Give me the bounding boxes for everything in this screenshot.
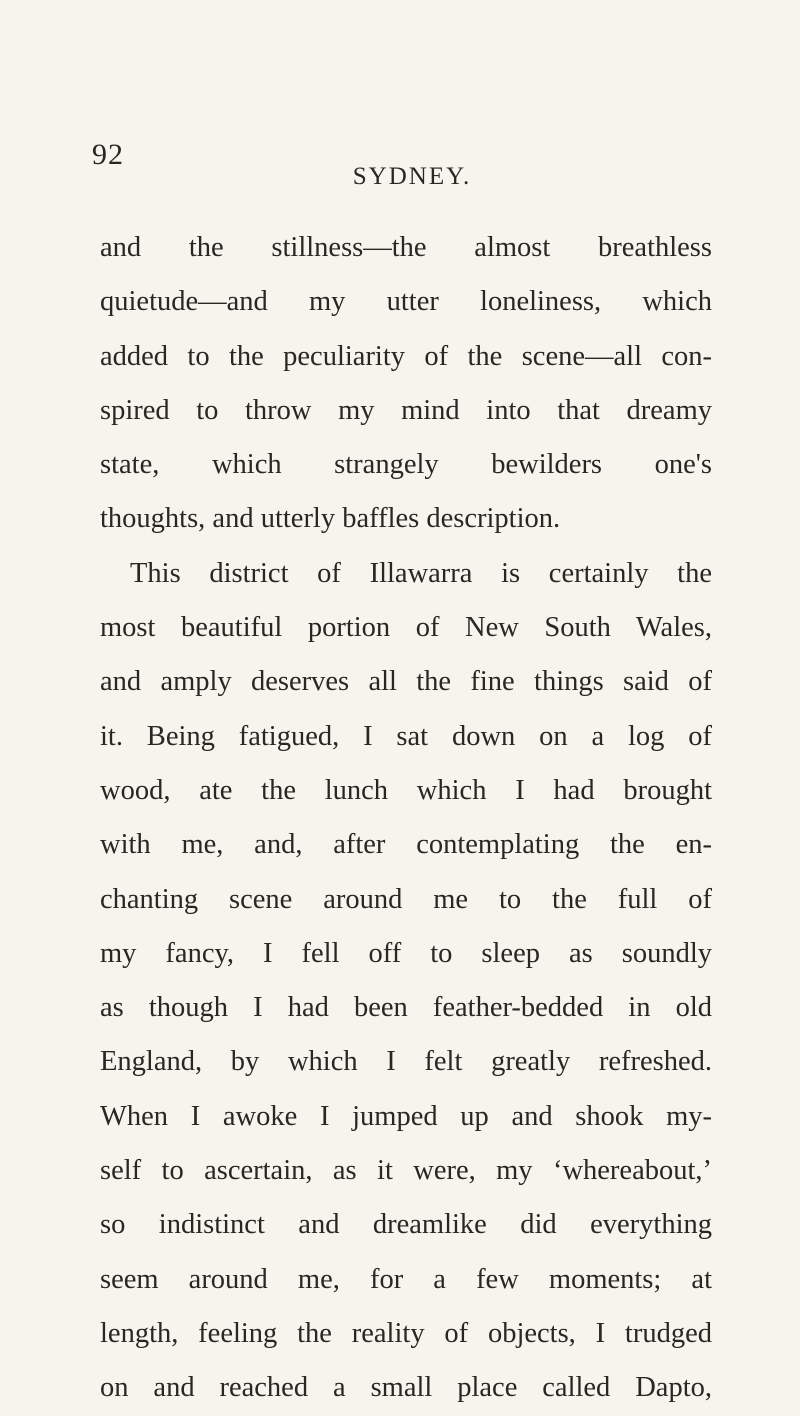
text-line: most beautiful portion of New South Wales, [100,612,712,644]
text-line: my fancy, I fell off to sleep as soundly [100,937,712,969]
page-number: 92 [92,138,124,171]
text-line: thoughts, and utterly baffles description. [100,503,561,535]
text-line: added to the peculiarity of the scene—all con- [100,340,712,372]
running-head: SYDNEY. [352,163,472,190]
paragraph-start-line: This district of Illawarra is certainly the [130,557,712,589]
text-line: and amply deserves all the fine things said of [100,666,712,698]
text-line: spired to throw my mind into that dreamy [100,394,712,426]
text-line: chanting scene around me to the full of [100,883,712,915]
body-text [100,221,712,1416]
text-line: on and reached a small place called Dapto, [100,1372,712,1404]
text-line: so indistinct and dreamlike did everything [100,1209,712,1241]
text-line: state, which strangely bewilders one's [100,449,712,481]
text-line: When I awoke I jumped up and shook my- [100,1100,712,1132]
text-line: seem around me, for a few moments; at [100,1263,712,1295]
text-line: length, feeling the reality of objects, I trudged [100,1317,712,1349]
text-line: wood, ate the lunch which I had brought [100,774,712,806]
text-line: and the stillness—the almost breathless [100,232,712,263]
text-line: self to ascertain, as it were, my ‘whereabout,’ [100,1155,712,1187]
text-line: England, by which I felt greatly refreshed. [100,1046,712,1078]
text-line: as though I had been feather-bedded in old [100,992,712,1024]
text-line: it. Being fatigued, I sat down on a log of [100,720,712,752]
text-line: with me, and, after contemplating the en- [100,829,712,861]
text-line: quietude—and my utter loneliness, which [100,286,712,318]
